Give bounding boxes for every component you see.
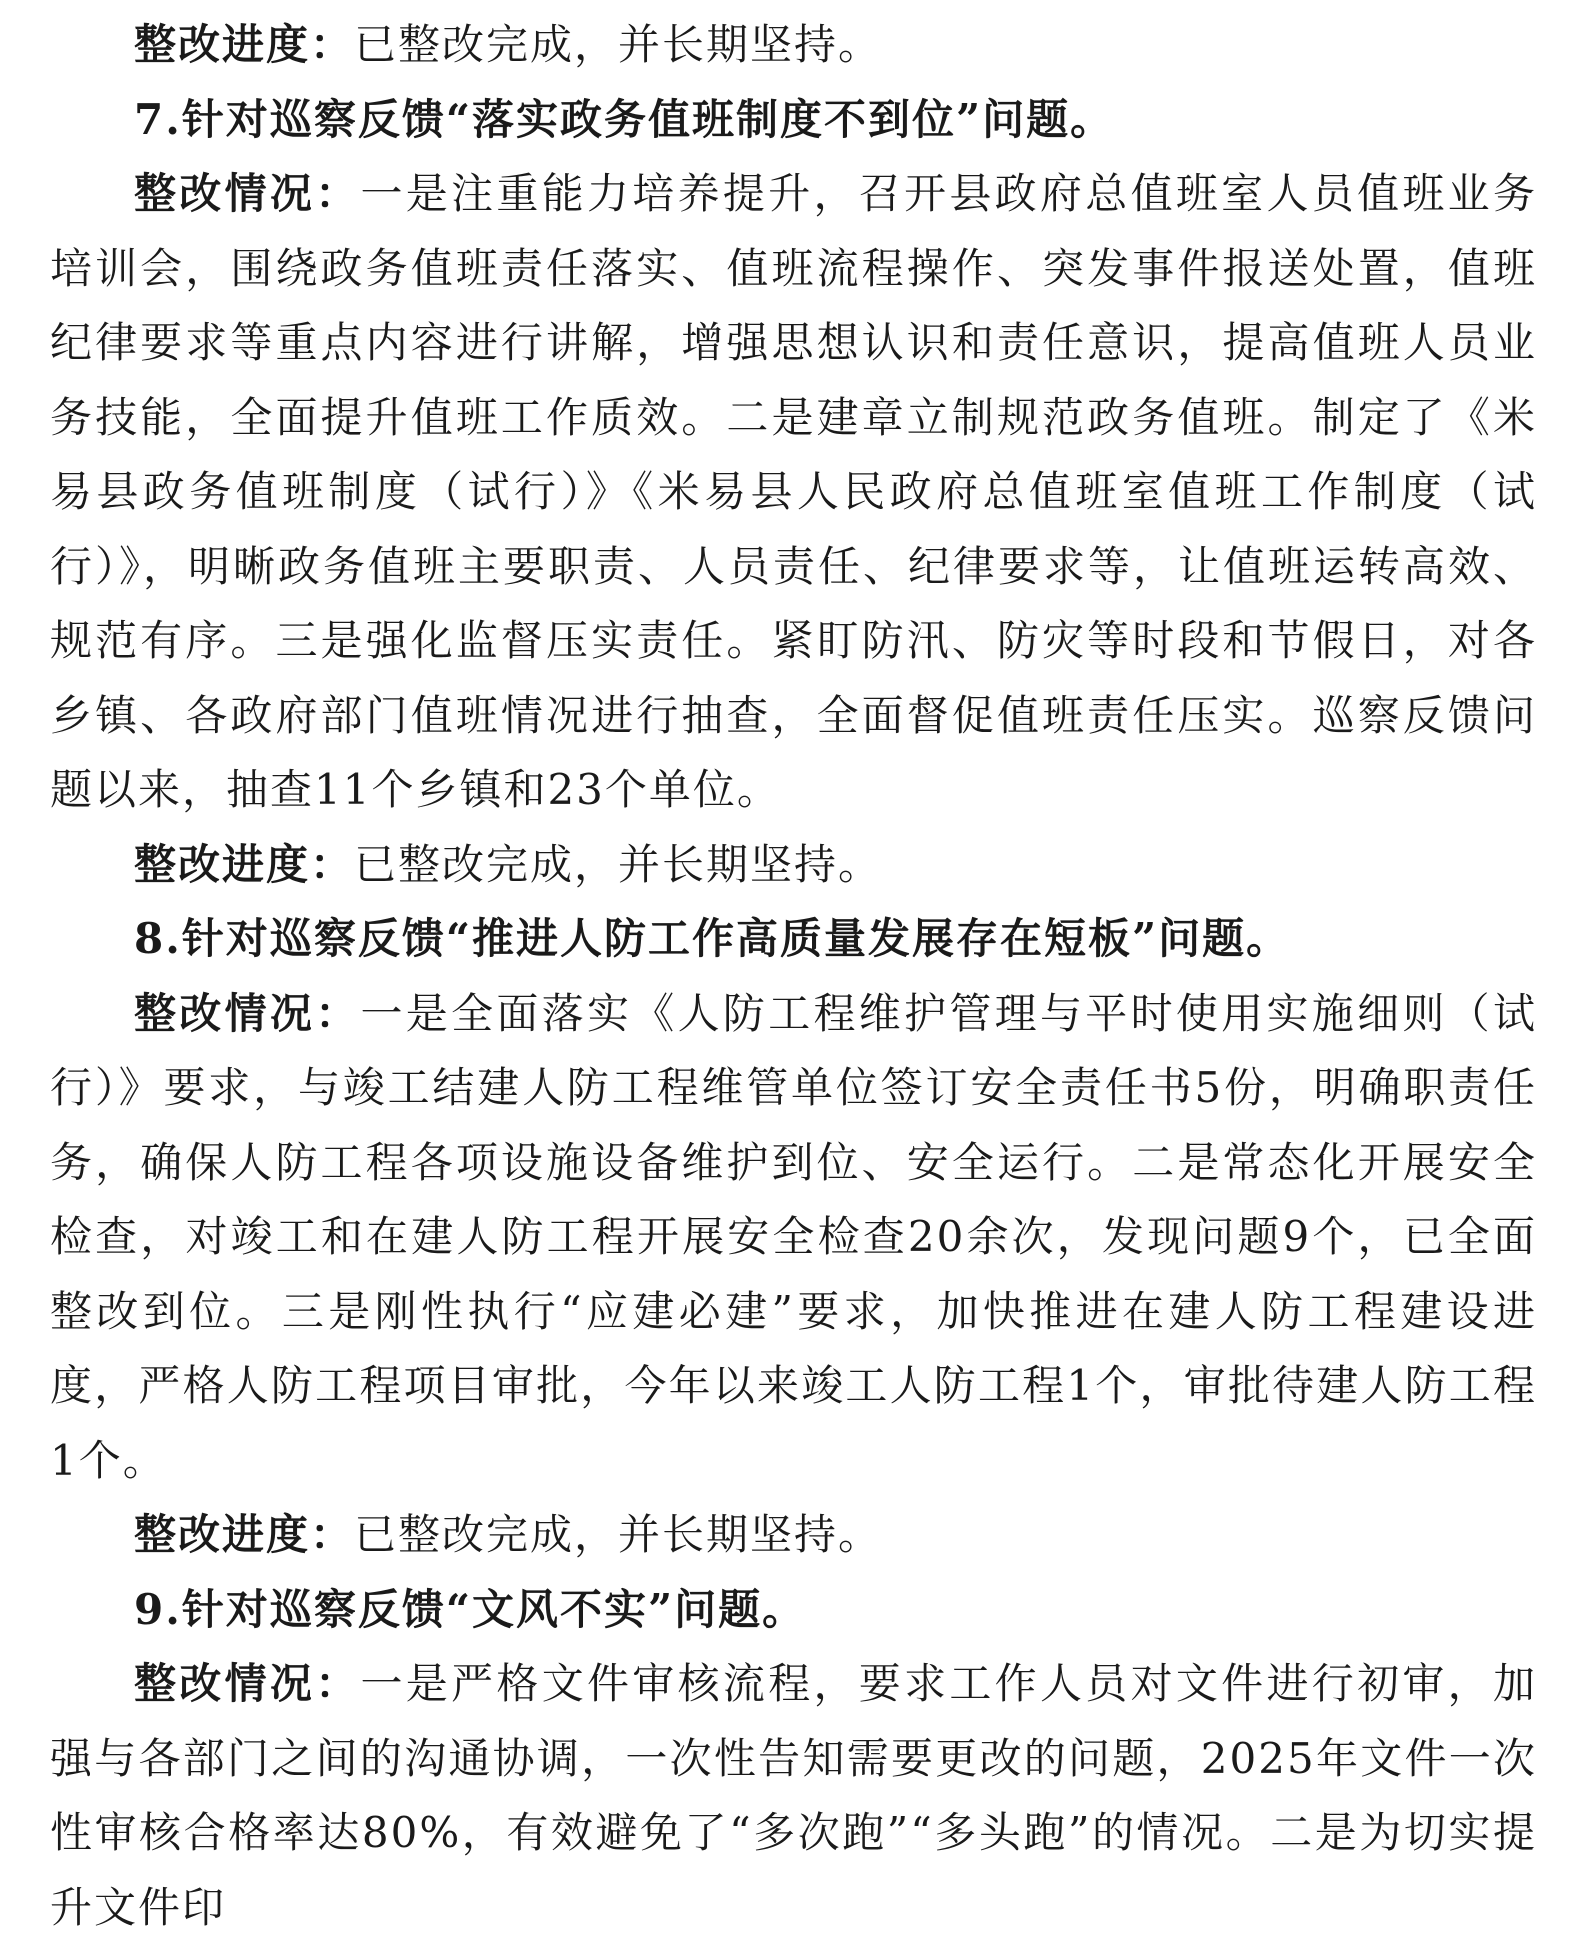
para-label: 整改情况： — [134, 1659, 361, 1708]
para-text: 一是全面落实《人防工程维护管理与平时使用实施细则（试行）》要求，与竣工结建人防工程维管单位签订安全责任书5份，明确职责任务，确保人防工程各项设施设备维护到位、安全运行。二是常态化开展安全检查，对竣工和在建人防工程开展安全检查20余次，发现问题9个，已全面整改到位。三是刚性执行“应建必建”要求，加快推进在建人防工程建设进度，严格人防工程项目审批，今年以来竣工人防工程1个，审批待建人防工程1个。 — [50, 988, 1537, 1485]
progress-paragraph — [50, 8, 1537, 83]
section-heading — [50, 1573, 1537, 1648]
situation-paragraph — [50, 157, 1537, 828]
section-heading — [50, 902, 1537, 977]
para-text: 已整改完成，并长期坚持。 — [354, 1510, 883, 1559]
heading-text: 9.针对巡察反馈“文风不实”问题。 — [134, 1584, 807, 1634]
heading-text: 7.针对巡察反馈“落实政务值班制度不到位”问题。 — [134, 94, 1115, 144]
para-text: 一是严格文件审核流程，要求工作人员对文件进行初审，加强与各部门之间的沟通协调，一次性告知需要更改的问题，2025年文件一次性审核合格率达80%，有效避免了“多次跑”“多头跑”的情况。二是为切实提升文件印 — [50, 1659, 1537, 1932]
para-text: 一是注重能力培养提升，召开县政府总值班室人员值班业务培训会，围绕政务值班责任落实、值班流程操作、突发事件报送处置，值班纪律要求等重点内容进行讲解，增强思想认识和责任意识，提高值班人员业务技能，全面提升值班工作质效。二是建章立制规范政务值班。制定了《米易县政务值班制度（试行）》《米易县人民政府总值班室值班工作制度（试行）》，明晰政务值班主要职责、人员责任、纪律要求等，让值班运转高效、规范有序。三是强化监督压实责任。紧盯防汛、防灾等时段和节假日，对各乡镇、各政府部门值班情况进行抽查，全面督促值班责任压实。巡察反馈问题以来，抽查11个乡镇和23个单位。 — [50, 169, 1537, 814]
progress-paragraph — [50, 828, 1537, 903]
document-page — [0, 8, 1587, 1932]
para-label: 整改进度： — [134, 1510, 355, 1559]
para-text: 已整改完成，并长期坚持。 — [354, 20, 883, 69]
para-label: 整改进度： — [134, 839, 355, 889]
situation-paragraph — [50, 1647, 1537, 1945]
para-text: 已整改完成，并长期坚持。 — [354, 839, 883, 889]
situation-paragraph — [50, 977, 1537, 1499]
heading-text: 8.针对巡察反馈“推进人防工作高质量发展存在短板”问题。 — [134, 914, 1291, 963]
para-label: 整改情况： — [134, 169, 361, 218]
para-label: 整改进度： — [134, 20, 355, 69]
progress-paragraph — [50, 1498, 1537, 1573]
section-heading — [50, 83, 1537, 158]
para-label: 整改情况： — [134, 988, 361, 1038]
